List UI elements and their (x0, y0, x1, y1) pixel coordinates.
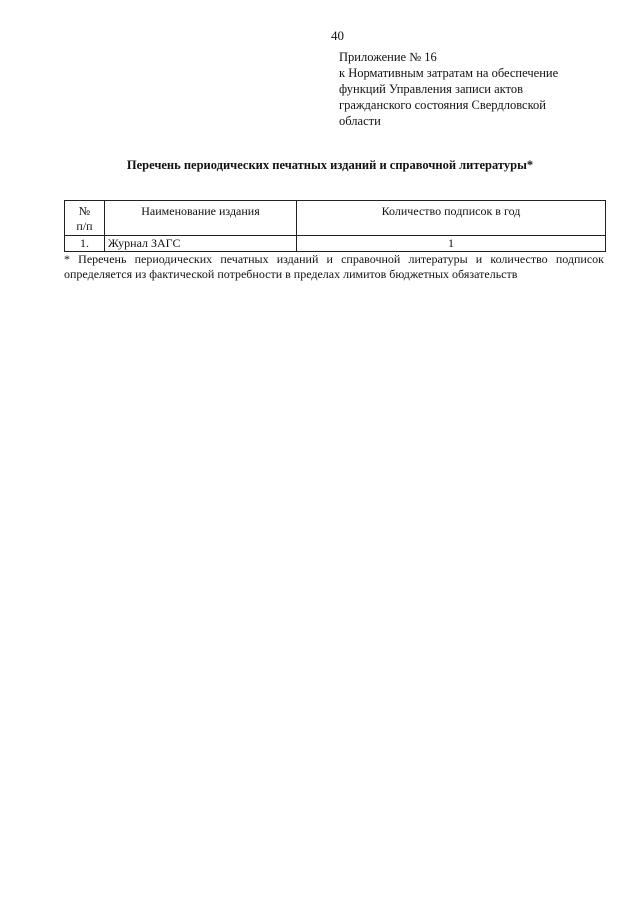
row-number: 1. (65, 236, 105, 252)
publications-table (64, 200, 606, 252)
header-name: Наименование издания (105, 201, 297, 236)
document-title: Перечень периодических печатных изданий и справочной литературы* (126, 158, 534, 172)
footnote: * Перечень периодических печатных изданий и справочной литературы и количество подписок определяется из фактической потребности в пределах лимитов бюджетных обязательств (64, 252, 604, 281)
header-number-line2: п/п (76, 219, 93, 233)
page-number: 40 (331, 28, 344, 43)
appendix-line: гражданского состояния Свердловской (339, 98, 546, 112)
appendix-line: Приложение № 16 (339, 50, 437, 64)
table-row (65, 236, 606, 252)
header-number (65, 201, 105, 236)
appendix-block (339, 49, 599, 129)
header-number-line1: № (78, 204, 91, 218)
appendix-line: области (339, 114, 381, 128)
header-quantity: Количество подписок в год (297, 201, 606, 236)
appendix-line: функций Управления записи актов (339, 82, 523, 96)
row-quantity: 1 (297, 236, 606, 252)
table-header-row (65, 201, 606, 236)
appendix-line: к Нормативным затратам на обеспечение (339, 66, 559, 80)
row-name: Журнал ЗАГС (105, 236, 297, 252)
